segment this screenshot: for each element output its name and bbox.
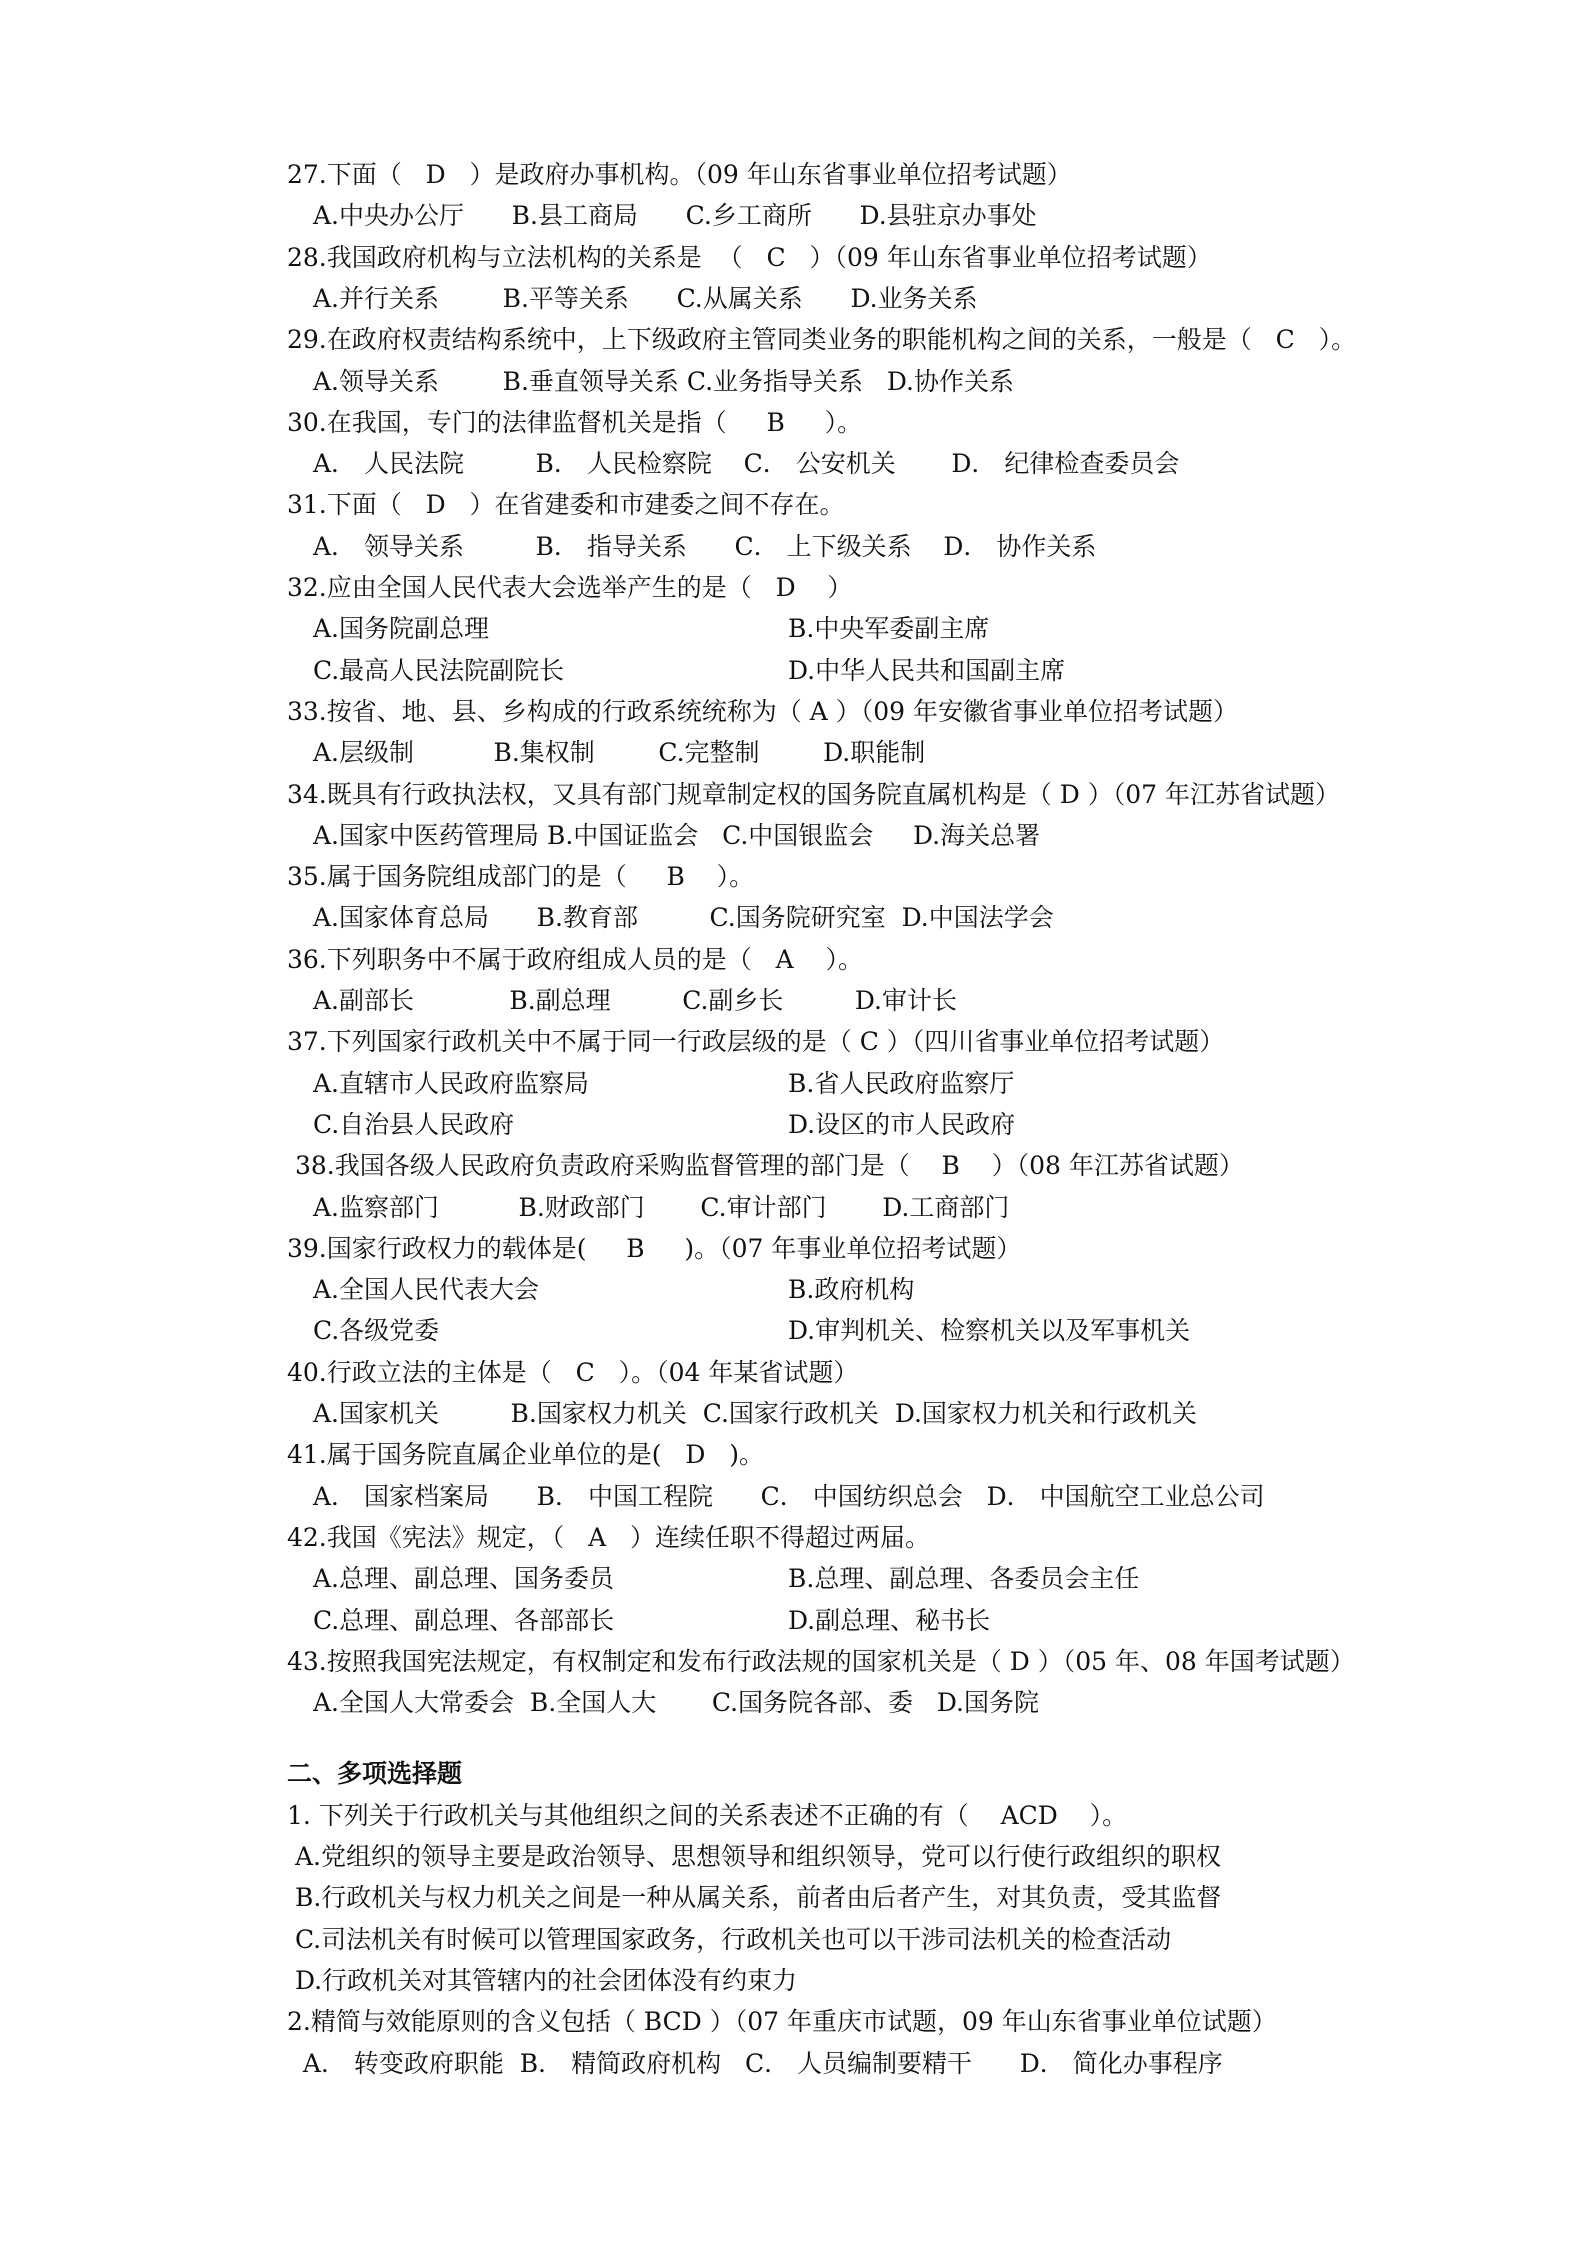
question-options: D.中华人民共和国副主席 (788, 655, 1066, 685)
question-options: D.审判机关、检察机关以及军事机关 (788, 1316, 1191, 1346)
question-stem: 40.行政立法的主体是（ C ）。（04 年某省试题） (287, 1357, 859, 1387)
question-options: A． 国家档案局 B． 中国工程院 C． 中国纺织总会 D． 中国航空工业总公司 (313, 1481, 1265, 1511)
question-options: A.层级制 B.集权制 C.完整制 D.职能制 (313, 738, 926, 768)
question-stem: 43.按照我国宪法规定，有权制定和发布行政法规的国家机关是（ D ）（05 年、08 年国考试题） (287, 1646, 1355, 1676)
question-options: C.总理、副总理、各部部长 (313, 1605, 615, 1635)
question-options: A． 人民法院 B． 人民检察院 C． 公安机关 D． 纪律检查委员会 (313, 449, 1180, 479)
question-options: A.中央办公厅 B.县工商局 C.乡工商所 D.县驻京办事处 (313, 201, 1037, 231)
question-stem: 38.我国各级人民政府负责政府采购监督管理的部门是（ B ）（08 年江苏省试题） (287, 1151, 1244, 1181)
question-stem: 37.下列国家行政机关中不属于同一行政层级的是（ C ）（四川省事业单位招考试题） (287, 1027, 1225, 1057)
question-options: B.总理、副总理、各委员会主任 (788, 1564, 1140, 1594)
question-options: A.并行关系 B.平等关系 C.从属关系 D.业务关系 (313, 283, 978, 313)
section-heading: 二、多项选择题 (287, 1759, 463, 1789)
question-option: B.行政机关与权力机关之间是一种从属关系，前者由后者产生，对其负责，受其监督 (287, 1883, 1222, 1913)
question-options: A． 领导关系 B． 指导关系 C． 上下级关系 D． 协作关系 (313, 531, 1097, 561)
question-options: A.监察部门 B.财政部门 C.审计部门 D.工商部门 (313, 1192, 1010, 1222)
question-stem: 28.我国政府机构与立法机构的关系是 （ C ）（09 年山东省事业单位招考试题） (287, 242, 1212, 272)
question-options: B.中央军委副主席 (788, 614, 990, 644)
question-stem: 42.我国《宪法》规定，（ A ）连续任职不得超过两届。 (287, 1522, 930, 1552)
question-stem: 2.精简与效能原则的含义包括（ BCD ）（07 年重庆市试题，09 年山东省事业单位试题） (287, 2007, 1277, 2037)
question-options: B.省人民政府监察厅 (788, 1068, 1015, 1098)
question-options: A.国家机关 B.国家权力机关 C.国家行政机关 D.国家权力机关和行政机关 (313, 1399, 1197, 1428)
question-options: A.总理、副总理、国务委员 (313, 1564, 615, 1594)
question-options: A.国家体育总局 B.教育部 C.国务院研究室 D.中国法学会 (313, 903, 1054, 933)
question-option: A.党组织的领导主要是政治领导、思想领导和组织领导，党可以行使行政组织的职权 (287, 1842, 1221, 1871)
question-stem: 1. 下列关于行政机关与其他组织之间的关系表述不正确的有（ ACD ）。 (287, 1800, 1128, 1830)
question-option: C.司法机关有时候可以管理国家政务，行政机关也可以干涉司法机关的检查活动 (287, 1924, 1172, 1954)
question-options: A.全国人民代表大会 (313, 1275, 540, 1305)
question-stem: 32.应由全国人民代表大会选举产生的是（ D ） (287, 573, 853, 602)
question-options: A.领导关系 B.垂直领导关系 C.业务指导关系 D.协作关系 (313, 366, 1014, 396)
question-stem: 27.下面（ D ）是政府办事机构。（09 年山东省事业单位招考试题） (287, 160, 1072, 189)
question-options: B.政府机构 (788, 1275, 915, 1305)
question-stem: 30.在我国，专门的法律监督机关是指（ B ）。 (287, 407, 863, 437)
question-options: C.最高人民法院副院长 (313, 655, 565, 685)
question-stem: 34.既具有行政执法权，又具有部门规章制定权的国务院直属机构是（ D ）（07 年江苏省试题） (287, 779, 1340, 809)
question-stem: 33.按省、地、县、乡构成的行政系统统称为（ A ）（09 年安徽省事业单位招考试题） (287, 696, 1238, 726)
question-stem: 29.在政府权责结构系统中，上下级政府主管同类业务的职能机构之间的关系，一般是（ C ）。 (287, 325, 1357, 355)
question-options: D.副总理、秘书长 (788, 1605, 991, 1635)
question-option: D.行政机关对其管辖内的社会团体没有约束力 (287, 1965, 798, 1995)
question-options: C.自治县人民政府 (313, 1109, 515, 1139)
question-stem: 31.下面（ D ）在省建委和市建委之间不存在。 (287, 490, 845, 520)
question-option: A． 转变政府职能 B． 精简政府机构 C． 人员编制要精干 D． 简化办事程序 (287, 2048, 1223, 2078)
question-options: A.国务院副总理 (313, 614, 490, 644)
question-options: A.副部长 B.副总理 C.副乡长 D.审计长 (313, 986, 958, 1015)
question-stem: 36.下列职务中不属于政府组成人员的是（ A ）。 (287, 944, 863, 974)
question-options: D.设区的市人民政府 (788, 1109, 1016, 1139)
question-options: A.全国人大常委会 B.全国人大 C.国务院各部、委 D.国务院 (313, 1688, 1039, 1718)
question-options: A.直辖市人民政府监察局 (313, 1068, 590, 1098)
question-options: A.国家中医药管理局 B.中国证监会 C.中国银监会 D.海关总署 (313, 820, 1041, 850)
question-options: C.各级党委 (313, 1316, 440, 1346)
question-stem: 41.属于国务院直属企业单位的是( D )。 (287, 1440, 764, 1470)
question-stem: 39.国家行政权力的载体是( B )。（07 年事业单位招考试题） (287, 1233, 1022, 1263)
question-stem: 35.属于国务院组成部门的是（ B ）。 (287, 862, 755, 892)
